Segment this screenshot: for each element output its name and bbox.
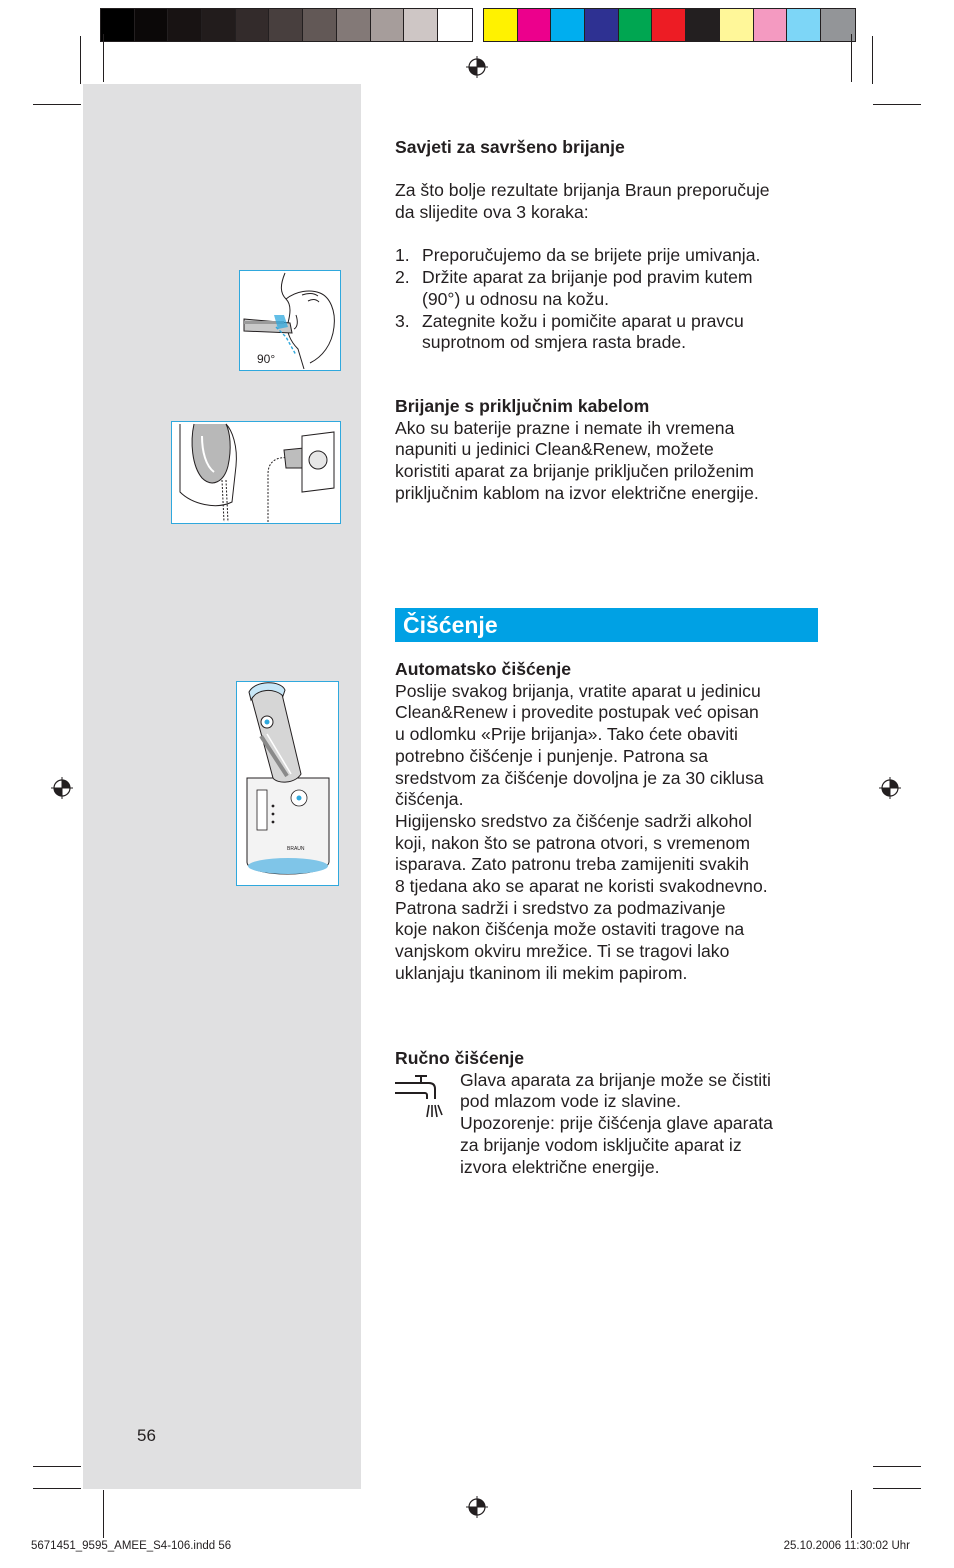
angle-label: 90° (257, 352, 276, 366)
page-number: 56 (137, 1426, 156, 1445)
crop-mark (851, 1490, 852, 1538)
registration-mark-icon (51, 777, 73, 799)
list-item (395, 245, 820, 267)
color-swatch (686, 9, 720, 41)
color-calibration-bar (483, 8, 856, 42)
shaving-tips-intro: Za što bolje rezultate brijanja Braun preporučuje da slijedite ova 3 koraka: (395, 180, 770, 223)
cord-shaving-section (395, 396, 820, 505)
color-swatch (585, 9, 619, 41)
footer-timestamp: 25.10.2006 11:30:02 Uhr (783, 1540, 910, 1552)
manual-cleaning-heading: Ručno čišćenje (395, 1048, 525, 1068)
list-item-text: Preporučujemo da se brijete prije umivanja. (422, 245, 761, 266)
color-swatch (787, 9, 821, 41)
gray-swatch (303, 9, 337, 41)
gray-swatch (168, 9, 202, 41)
cleaning-section-title: Čišćenje (403, 612, 498, 638)
crop-mark (851, 34, 852, 82)
cord-shaving-body: Ako su baterije prazne i nemate ih vremena napuniti u jedinici Clean&Renew, možete koristiti aparat za brijanje priključen priloženim priključnim kablom na izvor električne energije. (395, 417, 759, 503)
gray-swatch (337, 9, 371, 41)
color-swatch (652, 9, 686, 41)
color-swatch (484, 9, 518, 41)
crop-mark (873, 1466, 921, 1467)
manual-cleaning-section (395, 1048, 820, 1178)
color-swatch (754, 9, 788, 41)
color-swatch (821, 9, 855, 41)
shaver-with-cord-figure (171, 421, 341, 524)
gray-swatch (202, 9, 236, 41)
footer-file-name: 5671451_9595_AMEE_S4-106.indd 56 (31, 1540, 232, 1552)
automatic-cleaning-body: Poslije svakog brijanja, vratite aparat u jedinicu Clean&Renew i provedite postupak već opisan u odlomku «Prije brijanja». Tako ćete obaviti potrebno čišćenje i punjenje. Patrona sa sredstvom za čišćenje dovoljna je za 30 ciklusa čišćenja. Higijensko sredstvo za čišćenje sadrži alkohol koji, nakon što se patrona otvori, s vremenom isparava. Zato patronu treba zamijeniti svakih 8 tjedana ako se aparat ne koristi svakodnevno. Patrona sadrži i sredstvo za podmazivanje koje nakon čišćenja može ostaviti tragove na vanjskom okviru mrežice. Ti se tragovi lako uklanjaju tkaninom ili mekim papirom. (395, 680, 768, 983)
registration-mark-icon (879, 777, 901, 799)
crop-mark (872, 36, 873, 84)
shaving-tips-section (395, 137, 820, 354)
crop-mark (873, 1488, 921, 1489)
gray-swatch (236, 9, 270, 41)
manual-cleaning-body: Glava aparata za brijanje može se čistiti pod mlazom vode iz slavine. Upozorenje: prije čišćenja glave aparata za brijanje vodom isključite aparat iz izvora električne energije. (460, 1069, 773, 1177)
list-item (395, 267, 820, 310)
gray-swatch (404, 9, 438, 41)
registration-mark-icon (466, 1496, 488, 1518)
crop-mark (873, 104, 921, 105)
color-swatch (619, 9, 653, 41)
crop-mark (103, 1490, 104, 1538)
gray-calibration-bar (100, 8, 473, 42)
color-swatch (720, 9, 754, 41)
color-swatch (551, 9, 585, 41)
automatic-cleaning-heading: Automatsko čišćenje (395, 659, 571, 679)
automatic-cleaning-section (395, 659, 820, 985)
list-item-text: Držite aparat za brijanje pod pravim kutem (90°) u odnosu na kožu. (422, 267, 753, 309)
brand-mark: BRAUN (287, 846, 305, 852)
registration-mark-icon (466, 56, 488, 78)
gray-swatch (269, 9, 303, 41)
clean-renew-station-figure (236, 681, 339, 886)
crop-mark (103, 34, 104, 82)
shaving-angle-figure (239, 270, 341, 371)
color-swatch (518, 9, 552, 41)
shaving-tips-list (395, 245, 820, 354)
shaving-tips-heading: Savjeti za savršeno brijanje (395, 137, 625, 157)
gray-swatch (438, 9, 472, 41)
crop-mark (33, 1466, 81, 1467)
list-item-number: 3. (395, 310, 410, 331)
cleaning-section-bar (395, 608, 818, 642)
list-item-number: 1. (395, 245, 410, 266)
list-item-number: 2. (395, 267, 410, 288)
crop-mark (33, 1488, 81, 1489)
list-item-text: Zategnite kožu i pomičite aparat u pravcu suprotnom od smjera rasta brade. (422, 310, 744, 353)
gray-swatch (371, 9, 405, 41)
water-tap-icon (395, 1073, 445, 1123)
crop-mark (33, 104, 81, 105)
gray-swatch (101, 9, 135, 41)
crop-mark (80, 36, 81, 84)
gray-swatch (135, 9, 169, 41)
list-item (395, 311, 820, 354)
cord-shaving-heading: Brijanje s priključnim kabelom (395, 396, 650, 416)
